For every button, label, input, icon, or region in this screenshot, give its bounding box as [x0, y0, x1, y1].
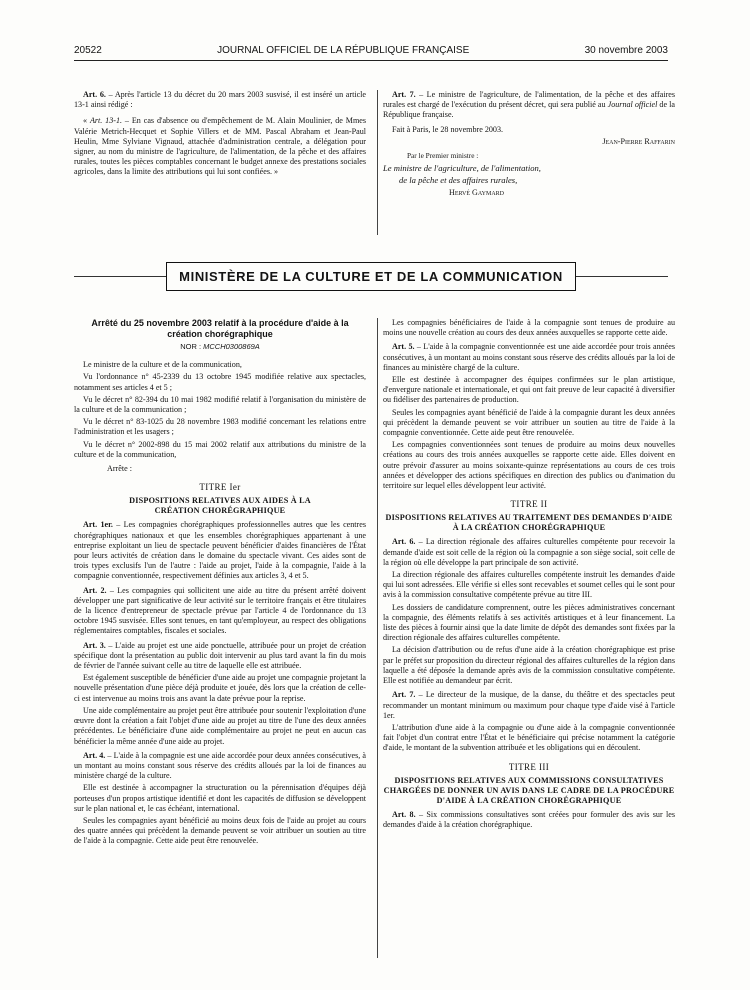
visa-decret-1983: Vu le décret n° 83-1025 du 28 novembre 1983 modifié concernant les relations entre l'administration et les usagers ; — [74, 417, 366, 437]
arrete-word: Arrête : — [107, 464, 132, 474]
visa-minister: Le ministre de la culture et de la communication, — [83, 360, 242, 370]
visa-decret-1982: Vu le décret n° 82-394 du 10 mai 1982 modifié relatif à l'organisation du ministère de la culture et de la communication ; — [74, 394, 366, 415]
visa-decret-2002: Vu le décret n° 2002-898 du 15 mai 2002 relatif aux attributions du ministre de la culture et de la communication, — [74, 439, 366, 459]
art3-paragraph-3: Une aide complémentaire au projet peut être attribuée pour soutenir l'exploitation d'une œuvre dont la création a fait l'objet d'une aide au projet au titre de l'une des deux années précédentes. Le bénéficiaire d'une aide complémentaire au projet ne peut en aucun cas bénéficier la même année d'une aide au projet. — [74, 705, 366, 746]
ministry-title: MINISTÈRE DE LA CULTURE ET DE LA COMMUNICATION — [166, 262, 576, 291]
art5-paragraph: Art. 5. – L'aide à la compagnie conventionnée est une aide accordée pour trois années consécutives, à un montant au moins constant sous réserve des crédits alloués par la loi de finances au ministère chargé de la culture. — [383, 342, 676, 372]
issue-date: 30 novembre 2003 — [584, 44, 668, 56]
art3-paragraph: Art. 3. – L'aide au projet est une aide ponctuelle, attribuée pour un projet de création spécifique dont la présentation au public doit intervenir au plus tard avant la fin du mois de février de l'année suivant celle au titre de laquelle elle est attribuée. — [74, 640, 367, 671]
art1-paragraph: Art. 1er. – Les compagnies chorégraphiques professionnelles autres que les centres chorégraphiques nationaux et que les ensembles chorégraphiques appartenant à une entreprise exploitant un lieu de spectacle peuvent bénéficier d'aides financières de l'État pour leurs activités de création dans le domaine du spectacle vivant. Ces aides sont de trois types exclusifs l'un de l'autre : l'aide au projet, l'aide à la compagnie, l'aide à la compagnie conventionnée, respectivement définies aux articles 3, 4 et 5. — [74, 520, 366, 581]
titre-1-heading: DISPOSITIONS RELATIVES AUX AIDES À LA CRÉATION CHORÉGRAPHIQUE — [129, 496, 311, 516]
art4-paragraph: Art. 4. – L'aide à la compagnie est une aide accordée pour deux années consécutives, à un montant au moins constant sous réserve des crédits alloués par la loi de finances au ministère chargé de la culture. — [74, 750, 367, 781]
art7-arrete-paragraph: Art. 7. – Le directeur de la musique, de la danse, du théâtre et des spectacles peut recommander un montant minimum ou maximum pour chaque type d'aide visé à l'article 1er. — [383, 690, 675, 720]
top-left-column — [74, 90, 366, 180]
minister-title-line-1: Le ministre de l'agriculture, de l'alimentation, — [383, 163, 541, 174]
art5-paragraph-2: Elle est destinée à accompagner des équipes confirmées sur le plan artistique, d'envergure nationale et internationale, et qui ont fait preuve de leur capacité à diversifier ou fidéliser des partenaires de production. — [383, 375, 675, 405]
titre-1: TITRE Ier — [199, 482, 241, 493]
par-le-premier-ministre: Par le Premier ministre : — [407, 151, 479, 161]
titre-3-heading: DISPOSITIONS RELATIVES AUX COMMISSIONS CONSULTATIVES CHARGÉES DE DONNER UN AVIS DANS LE CADRE DE LA PROCÉDURE D'AIDE À LA CRÉATION CHORÉGRAPHIQUE — [383, 775, 675, 805]
journal-title: JOURNAL OFFICIEL DE LA RÉPUBLIQUE FRANÇAISE — [217, 44, 470, 56]
art7-paragraph-2: L'attribution d'une aide à la compagnie ou d'une aide à la compagnie conventionnée fait l'objet d'un contrat entre l'État et le bénéficiaire qui précise notamment la catégorie d'aide, le montant de la subvention attribuée et les obligations qui en découlent. — [383, 722, 675, 753]
art6-paragraph: Art. 6. – Après l'article 13 du décret du 20 mars 2003 susvisé, il est inséré un article 13-1 ainsi rédigé : — [74, 90, 367, 110]
titre-3: TITRE III — [508, 761, 550, 772]
top-right-column — [383, 90, 675, 200]
column-divider-bottom — [377, 318, 378, 958]
art4-paragraph-3: Seules les compagnies ayant bénéficié au moins deux fois de l'aide au projet au cours des quatre années qui précèdent la demande peuvent se voir attribuer un soutien au titre de l'aide à la compagnie. Cette aide peut être renouvelée. — [74, 815, 366, 846]
visa-ordonnance: Vu l'ordonnance n° 45-2339 du 13 octobre 1945 modifiée relative aux spectacles, notamment ses articles 4 et 5 ; — [74, 372, 366, 392]
page-number: 20522 — [74, 44, 102, 56]
signatory-minister: Hervé Gaymard — [449, 187, 505, 197]
art3-paragraph-2: Est également susceptible de bénéficier d'une aide au projet une compagnie projetant la nouvelle présentation d'une pièce déjà produite et jouée, dès lors que la création de celle-ci est intervenue au moins trois ans avant la date prévue pour la reprise. — [74, 673, 366, 703]
art2-paragraph: Art. 2. – Les compagnies qui sollicitent une aide au titre du présent arrêté doivent développer une part significative de leur activité sur le territoire français et être titulaires de la licence d'entrepreneur de spectacle prévue par l'article 4 de l'ordonnance du 13 octobre 1945 susvisée. Elles sont tenues, en tant qu'employeur, au respect des obligations réglementaires comptables, fiscales et sociales. — [74, 585, 367, 636]
titre-2-heading: DISPOSITIONS RELATIVES AU TRAITEMENT DES DEMANDES D'AIDE À LA CRÉATION CHORÉGRAPHIQUE — [385, 513, 673, 533]
titre-2: TITRE II — [510, 499, 548, 510]
column-divider-top — [377, 90, 378, 235]
art6-arrete-paragraph: Art. 6. – La direction régionale des affaires culturelles compétente pour recevoir la demande d'aide est soit celle de la région où la compagnie a son siège social, soit celle de la région où elle développe la part principale de son activité. — [383, 537, 676, 567]
nor-reference: NOR : MCCH0300869A — [180, 342, 260, 351]
arrete-title: Arrêté du 25 novembre 2003 relatif à la procédure d'aide à la création chorégraphique — [91, 318, 349, 339]
art6-paragraph-3: Les dossiers de candidature comprennent, outre les pièces administratives concernant la compagnie, des éléments relatifs à ses activités artistiques et à leur financement. La liste des pièces à fournir ainsi que la date limite de dépôt des demandes sont fixées par la direction régionale des affaires culturelles compétente. — [383, 602, 675, 643]
art7-decree-paragraph: Art. 7. – Le ministre de l'agriculture, de l'alimentation, de la pêche et des affaires rurales est chargé de l'exécution du présent décret, qui sera publié au Journal officiel de la République française. — [383, 90, 676, 120]
art4-paragraph-2: Elle est destinée à accompagner la structuration ou la pérennisation d'équipes déjà porteuses d'un propos artistique identifié et dont les capacités de diffusion se développent sur le plan national et, le cas échéant, international. — [74, 783, 366, 813]
fait-a-paris: Fait à Paris, le 28 novembre 2003. — [392, 124, 504, 134]
arrete-left-column — [74, 318, 366, 849]
art8-paragraph: Art. 8. – Six commissions consultatives sont créées pour formuler des avis sur les demandes d'aide à la création chorégraphique. — [383, 809, 676, 829]
art6-paragraph-2: La direction régionale des affaires culturelles compétente instruit les demandes d'aide qui lui sont adressées. Elle vérifie si elles sont recevables et soumet celles qui le sont pour avis à la commission consultative compétente prévue au titre III. — [383, 570, 675, 600]
header-rule — [74, 60, 668, 61]
signatory-pm: Jean-Pierre Raffarin — [602, 136, 675, 146]
compagnie-obligation-paragraph: Les compagnies bénéficiaires de l'aide à la compagnie sont tenues de produire au moins une nouvelle création au cours des deux années auxquelles se rapporte cette aide. — [383, 318, 675, 338]
minister-title-line-2: de la pêche et des affaires rurales, — [399, 175, 518, 186]
ministry-banner — [74, 260, 668, 292]
art6-paragraph-4: La décision d'attribution ou de refus d'une aide à la création chorégraphique est prise par le préfet sur proposition du directeur régional des affaires culturelles de la région dans laquelle a été déposée la demande après avis de la commission consultative compétente. Elle est notifiée au demandeur par écrit. — [383, 645, 675, 686]
art5-paragraph-3: Seules les compagnies ayant bénéficié de l'aide à la compagnie durant les deux années qui précèdent la demande peuvent se voir attribuer un soutien au titre de l'aide à la compagnie conventionnée. Cette aide peut être renouvelée. — [383, 407, 675, 438]
arrete-right-column — [383, 318, 675, 832]
art5-paragraph-4: Les compagnies conventionnées sont tenues de produire au moins deux nouvelles créations au cours des trois années auxquelles se rapporte cette aide. Elles doivent en outre prévoir d'assurer au moins soixante-quinze représentations au cours de ces trois années et développer des actions spécifiques en direction des publics ou d'animation du territoire sur lequel elles développent leur activité. — [383, 440, 675, 491]
art13-1-paragraph: « Art. 13-1. – En cas d'absence ou d'empêchement de M. Alain Moulinier, de Mmes Valérie Metrich-Hecquet et Sophie Villers et de MM. Pascal Abraham et Jean-Paul Heulin, Mme Sylviane Vignaud, attachée d'administration centrale, a délégation pour signer, au nom du ministre de l'agriculture, de l'alimentation, de la pêche et des affaires rurales, toutes les pièces comptables concernant le budget annexe des prestations sociales agricoles, dans la limite des attributions qui lui sont confiées. » — [74, 116, 366, 177]
page-header — [74, 42, 668, 58]
